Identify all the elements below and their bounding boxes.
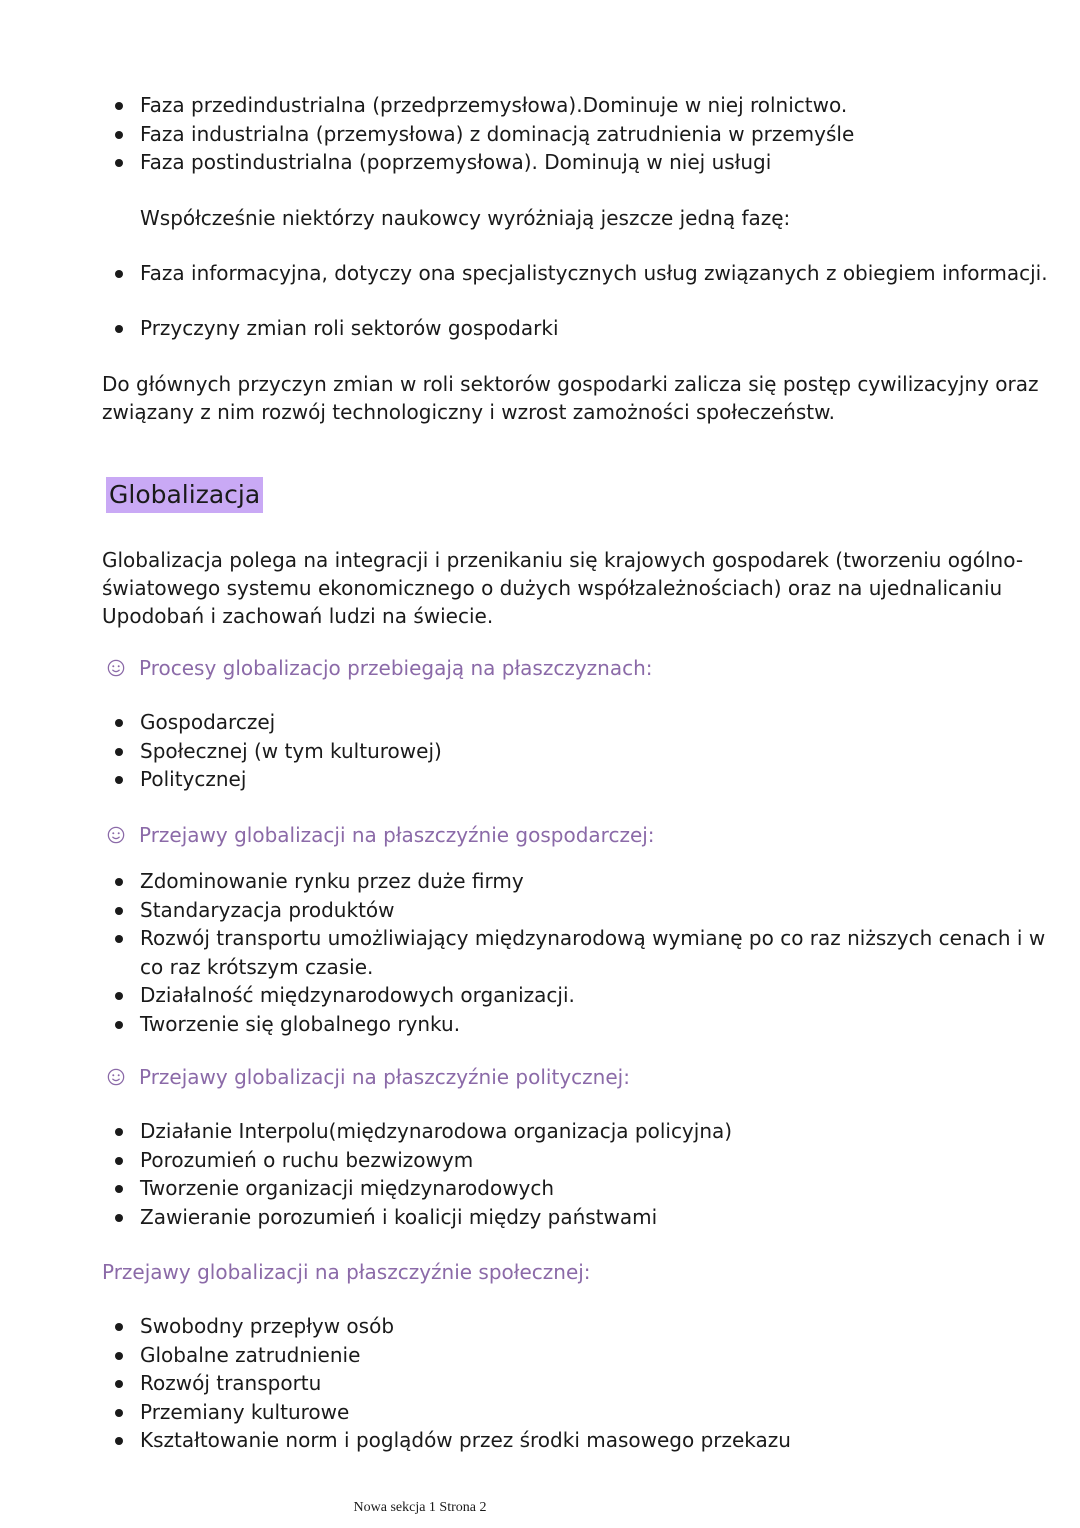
list-item: Tworzenie się globalnego rynku. (112, 1010, 1062, 1039)
list-item: Zawieranie porozumień i koalicji między państwami (112, 1203, 1062, 1232)
social-list (112, 1312, 1062, 1455)
list-item: Gospodarczej (112, 708, 1062, 737)
list-item: Rozwój transportu umożliwiający międzynarodową wymianę po co raz niższych cenach i w co raz krótszym czasie. (112, 924, 1062, 981)
extra-phase-intro: Współcześnie niektórzy naukowcy wyróżniają jeszcze jedną fazę: (140, 206, 791, 230)
list-item: Rozwój transportu (112, 1369, 1062, 1398)
causes-paragraph: Do głównych przyczyn zmian w roli sektorów gospodarki zalicza się postęp cywilizacyjny oraz związany z nim rozwój technologiczny i wzrost zamożności społeczeństw. (102, 372, 1039, 424)
list-item: Standaryzacja produktów (112, 896, 1062, 925)
list-item: Przyczyny zmian roli sektorów gospodarki (112, 314, 1062, 343)
list-item: Faza postindustrialna (poprzemysłowa). Dominują w niej usługi (112, 148, 1062, 177)
list-item: Działanie Interpolu(międzynarodowa organizacja policyjna) (112, 1117, 1062, 1146)
list-item: Działalność międzynarodowych organizacji. (112, 981, 1062, 1010)
list-item: Tworzenie organizacji międzynarodowych (112, 1174, 1062, 1203)
definition-paragraph (102, 546, 1062, 630)
planes-list (112, 708, 1062, 794)
social-subheading: Przejawy globalizacji na płaszczyźnie społecznej: (102, 1260, 591, 1284)
page-footer: Nowa sekcja 1 Strona 2 (353, 1500, 487, 1515)
smiley-icon (107, 659, 125, 677)
economic-subheading (107, 821, 655, 849)
subheading-text: Przejawy globalizacji na płaszczyźnie gospodarczej: (139, 823, 655, 847)
list-item: Społecznej (w tym kulturowej) (112, 737, 1062, 766)
list-item: Przemiany kulturowe (112, 1398, 1062, 1427)
definition-line: Globalizacja polega na integracji i przenikaniu się krajowych gospodarek (tworzeniu ogólno- (102, 548, 1024, 572)
list-item: Swobodny przepływ osób (112, 1312, 1062, 1341)
list-item: Faza przedindustrialna (przedprzemysłowa).Dominuje w niej rolnictwo. (112, 91, 1062, 120)
list-item: Porozumień o ruchu bezwizowym (112, 1146, 1062, 1175)
planes-subheading (107, 654, 653, 682)
economic-list (112, 867, 1062, 1039)
list-item: Kształtowanie norm i poglądów przez środki masowego przekazu (112, 1426, 1062, 1455)
list-item: Politycznej (112, 765, 1062, 794)
political-subheading (107, 1063, 630, 1091)
list-item: Faza informacyjna, dotyczy ona specjalistycznych usług związanych z obiegiem informacji. (112, 259, 1062, 288)
definition-line: światowego systemu ekonomicznego o dużych współzależnościach) oraz na ujednalicaniu (102, 576, 1003, 600)
section-heading: Globalizacja (106, 477, 263, 513)
phases-list (112, 91, 1062, 177)
subheading-text: Przejawy globalizacji na płaszczyźnie politycznej: (139, 1065, 630, 1089)
definition-line: Upodobań i zachowań ludzi na świecie. (102, 604, 494, 628)
list-item: Globalne zatrudnienie (112, 1341, 1062, 1370)
causes-list (112, 314, 1062, 343)
smiley-icon (107, 1068, 125, 1086)
smiley-icon (107, 826, 125, 844)
subheading-text: Procesy globalizacjo przebiegają na płaszczyznach: (139, 656, 653, 680)
info-phase-list (112, 259, 1062, 288)
list-item: Faza industrialna (przemysłowa) z dominacją zatrudnienia w przemyśle (112, 120, 1062, 149)
political-list (112, 1117, 1062, 1231)
list-item: Zdominowanie rynku przez duże firmy (112, 867, 1062, 896)
